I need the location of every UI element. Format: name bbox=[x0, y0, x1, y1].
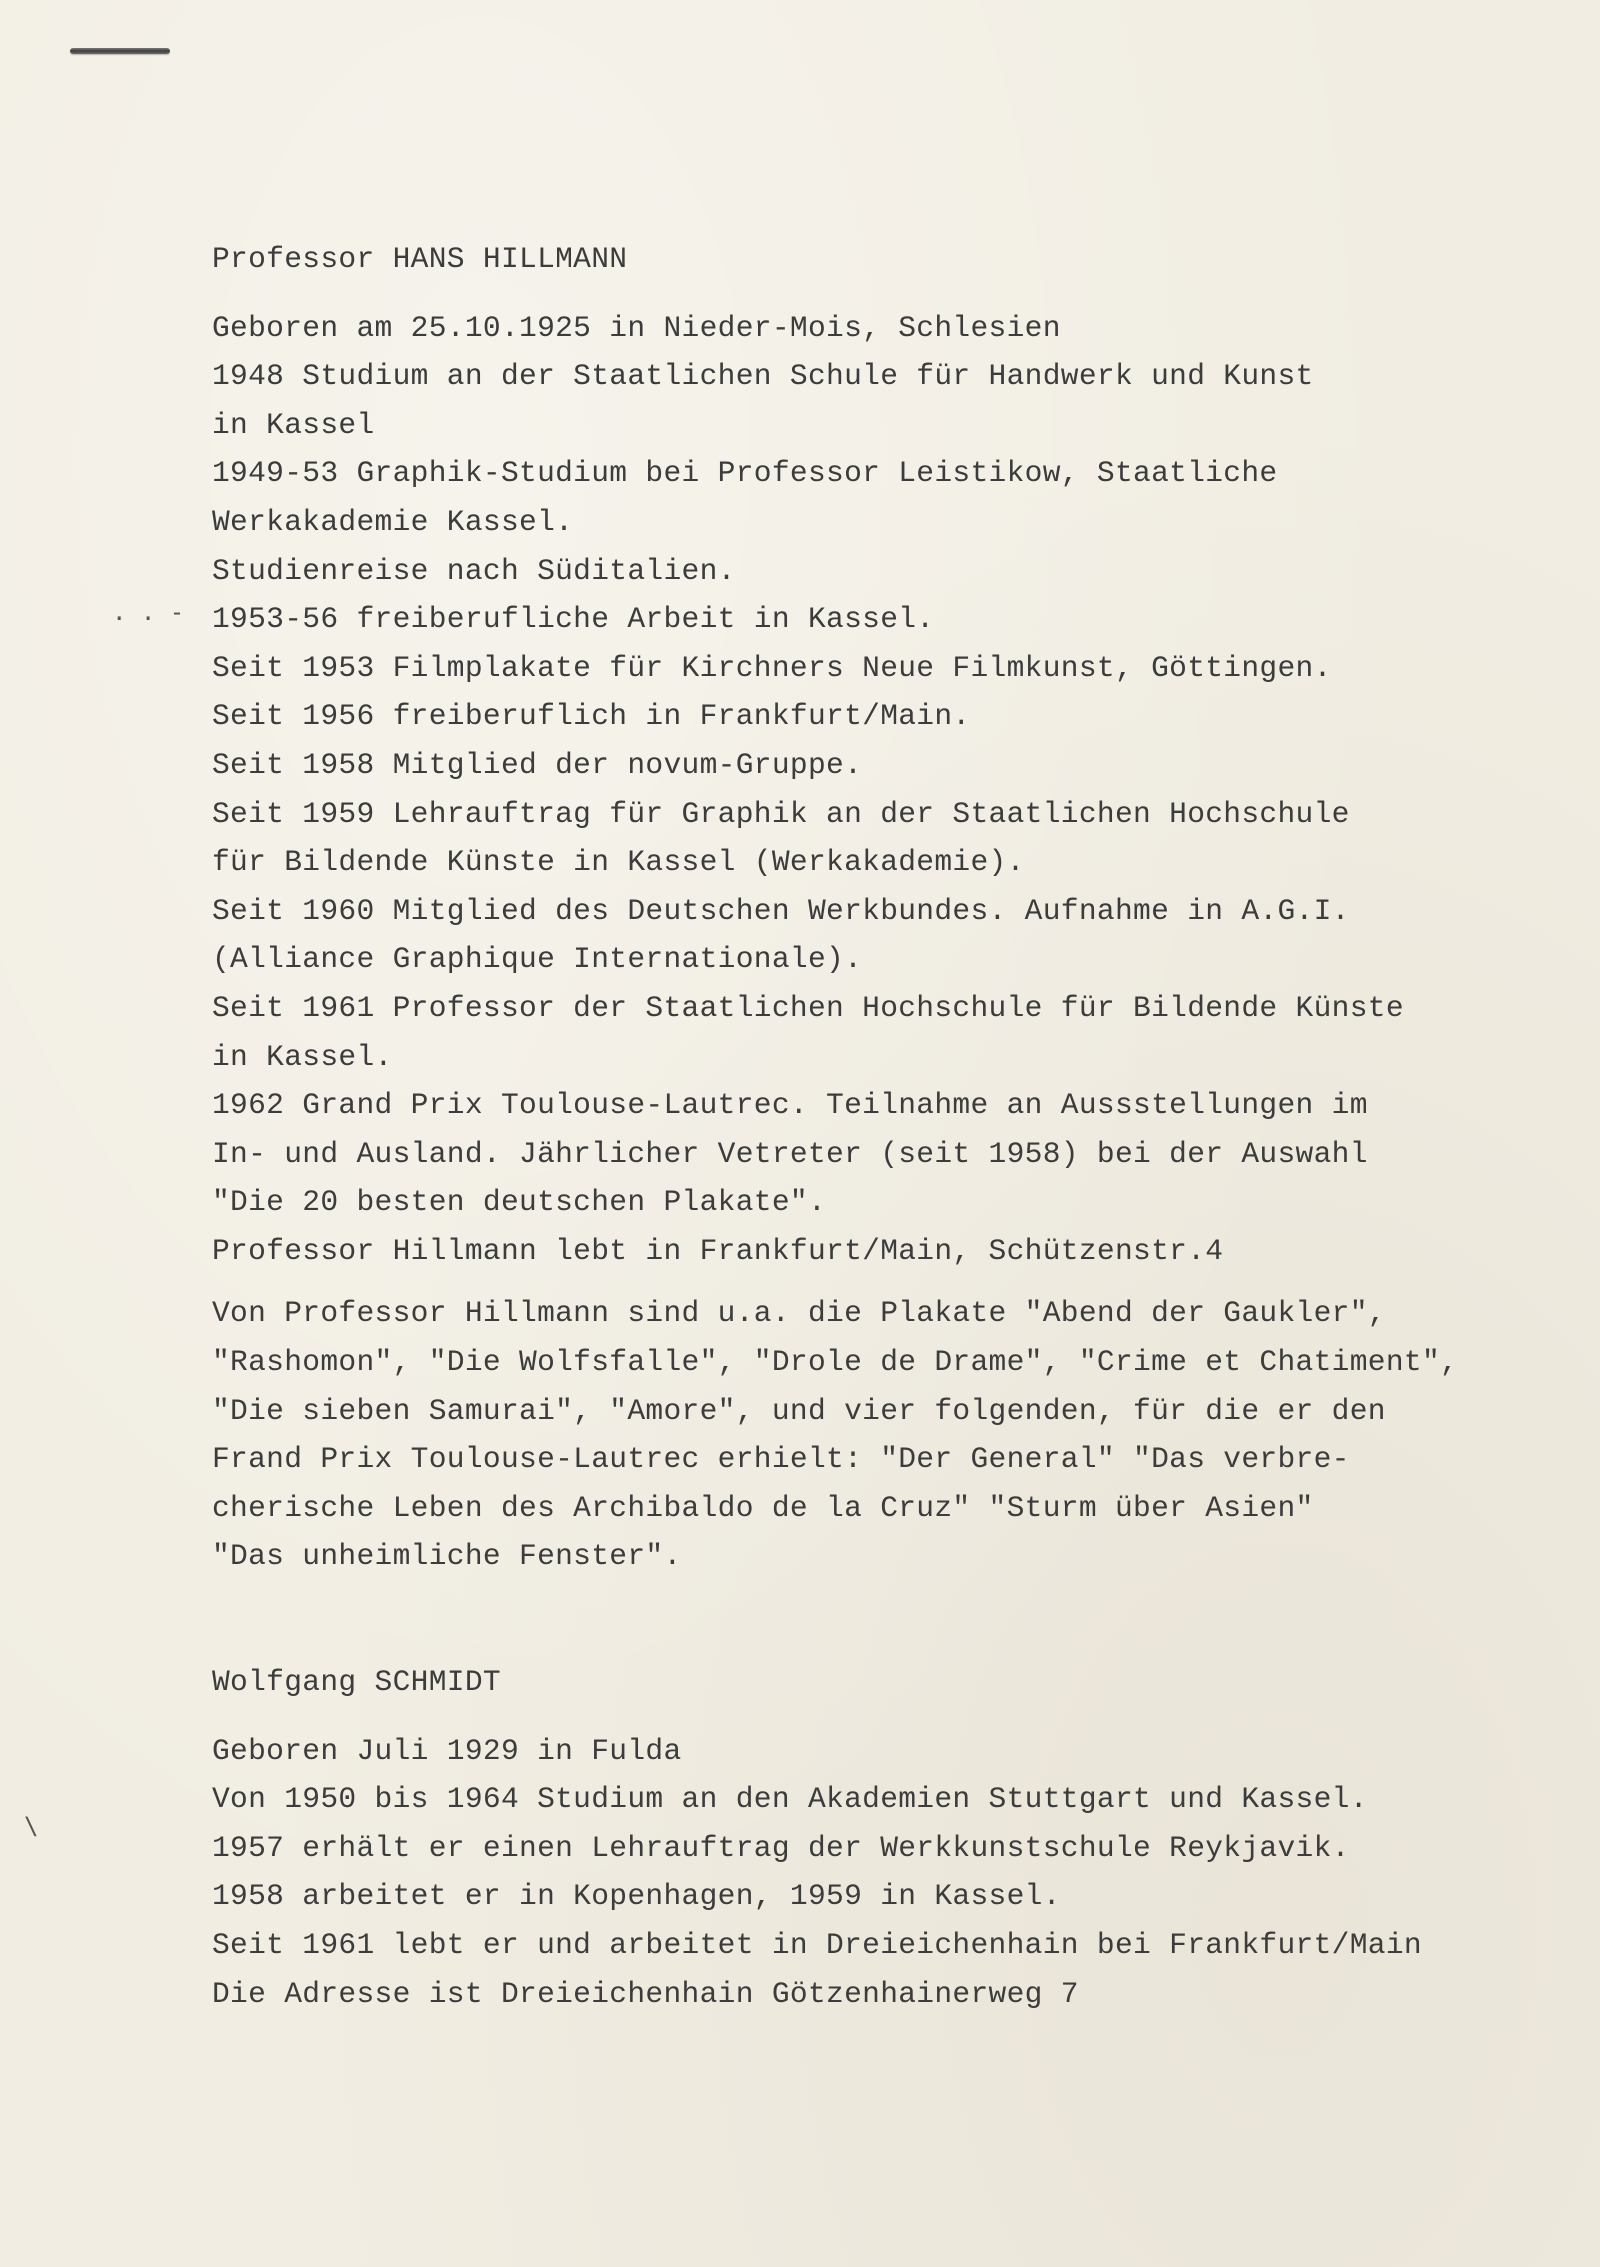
hillmann-bio-line: 1949-53 Graphik-Studium bei Professor Leistikow, Staatliche bbox=[212, 456, 1278, 491]
hillmann-bio-line: Seit 1961 Professor der Staatlichen Hochschule für Bildende Künste bbox=[212, 990, 1404, 1025]
hillmann-poster-line: cherische Leben des Archibaldo de la Cruz" "Sturm über Asien" bbox=[212, 1490, 1314, 1525]
schmidt-bio-line: Von 1950 bis 1964 Studium an den Akademien Stuttgart und Kassel. bbox=[212, 1782, 1368, 1817]
hillmann-bio-line: Seit 1953 Filmplakate für Kirchners Neue Filmkunst, Göttingen. bbox=[212, 650, 1332, 685]
hillmann-bio-line: Studienreise nach Süditalien. bbox=[212, 553, 736, 588]
hillmann-bio-line: Werkakademie Kassel. bbox=[212, 504, 574, 539]
hillmann-bio-line: 1948 Studium an der Staatlichen Schule für Handwerk und Kunst bbox=[212, 359, 1314, 394]
hillmann-bio-line: Geboren am 25.10.1925 in Nieder-Mois, Schlesien bbox=[212, 310, 1061, 345]
hillmann-heading: Professor HANS HILLMANN bbox=[212, 242, 628, 276]
hillmann-poster-line: Frand Prix Toulouse-Lautrec erhielt: "Der General" "Das verbre- bbox=[212, 1442, 1350, 1477]
hillmann-bio-line: 1962 Grand Prix Toulouse-Lautrec. Teilnahme an Aussstellungen im bbox=[212, 1088, 1368, 1123]
staple bbox=[70, 48, 170, 54]
margin-mark-bottom: \ bbox=[24, 1812, 39, 1840]
hillmann-bio-line: in Kassel bbox=[212, 407, 375, 442]
hillmann-poster-line: Von Professor Hillmann sind u.a. die Plakate "Abend der Gaukler", bbox=[212, 1296, 1386, 1331]
margin-mark-left: . . - bbox=[112, 598, 185, 626]
hillmann-bio-line: "Die 20 besten deutschen Plakate". bbox=[212, 1185, 827, 1220]
hillmann-bio-line: in Kassel. bbox=[212, 1039, 393, 1074]
reverse-side-bleed-through bbox=[238, 219, 1538, 225]
hillmann-bio-line: Seit 1958 Mitglied der novum-Gruppe. bbox=[212, 747, 863, 782]
schmidt-section bbox=[212, 1658, 1592, 2018]
hillmann-bio-line: für Bildende Künste in Kassel (Werkakademie). bbox=[212, 845, 1025, 880]
schmidt-bio-line: Seit 1961 lebt er und arbeitet in Dreieichenhain bei Frankfurt/Main bbox=[212, 1927, 1422, 1962]
hillmann-bio-line: Seit 1959 Lehrauftrag für Graphik an der Staatlichen Hochschule bbox=[212, 796, 1350, 831]
hillmann-poster-line: "Rashomon", "Die Wolfsfalle", "Drole de Drame", "Crime et Chatiment", bbox=[212, 1345, 1459, 1380]
hillmann-bio-line: (Alliance Graphique Internationale). bbox=[212, 942, 863, 977]
hillmann-bio-line: Seit 1956 freiberuflich in Frankfurt/Main. bbox=[212, 699, 971, 734]
hillmann-bio-line: 1953-56 freiberufliche Arbeit in Kassel. bbox=[212, 602, 935, 637]
schmidt-bio-line: Die Adresse ist Dreieichenhain Götzenhainerweg 7 bbox=[212, 1976, 1079, 2011]
hillmann-poster-line: "Die sieben Samurai", "Amore", und vier folgenden, für die er den bbox=[212, 1393, 1386, 1428]
schmidt-heading: Wolfgang SCHMIDT bbox=[212, 1665, 501, 1699]
schmidt-bio-line: 1957 erhält er einen Lehrauftrag der Werkkunstschule Reykjavik. bbox=[212, 1830, 1350, 1865]
hillmann-bio-line: Seit 1960 Mitglied des Deutschen Werkbundes. Aufnahme in A.G.I. bbox=[212, 893, 1350, 928]
hillmann-poster-line: "Das unheimliche Fenster". bbox=[212, 1539, 682, 1574]
schmidt-bio-line: 1958 arbeitet er in Kopenhagen, 1959 in Kassel. bbox=[212, 1879, 1061, 1914]
hillmann-bio-line: Professor Hillmann lebt in Frankfurt/Main, Schützenstr.4 bbox=[212, 1233, 1224, 1268]
hillmann-section bbox=[212, 235, 1592, 1581]
hillmann-bio-line: In- und Ausland. Jährlicher Vetreter (seit 1958) bei der Auswahl bbox=[212, 1136, 1368, 1171]
schmidt-bio-line: Geboren Juli 1929 in Fulda bbox=[212, 1733, 682, 1768]
